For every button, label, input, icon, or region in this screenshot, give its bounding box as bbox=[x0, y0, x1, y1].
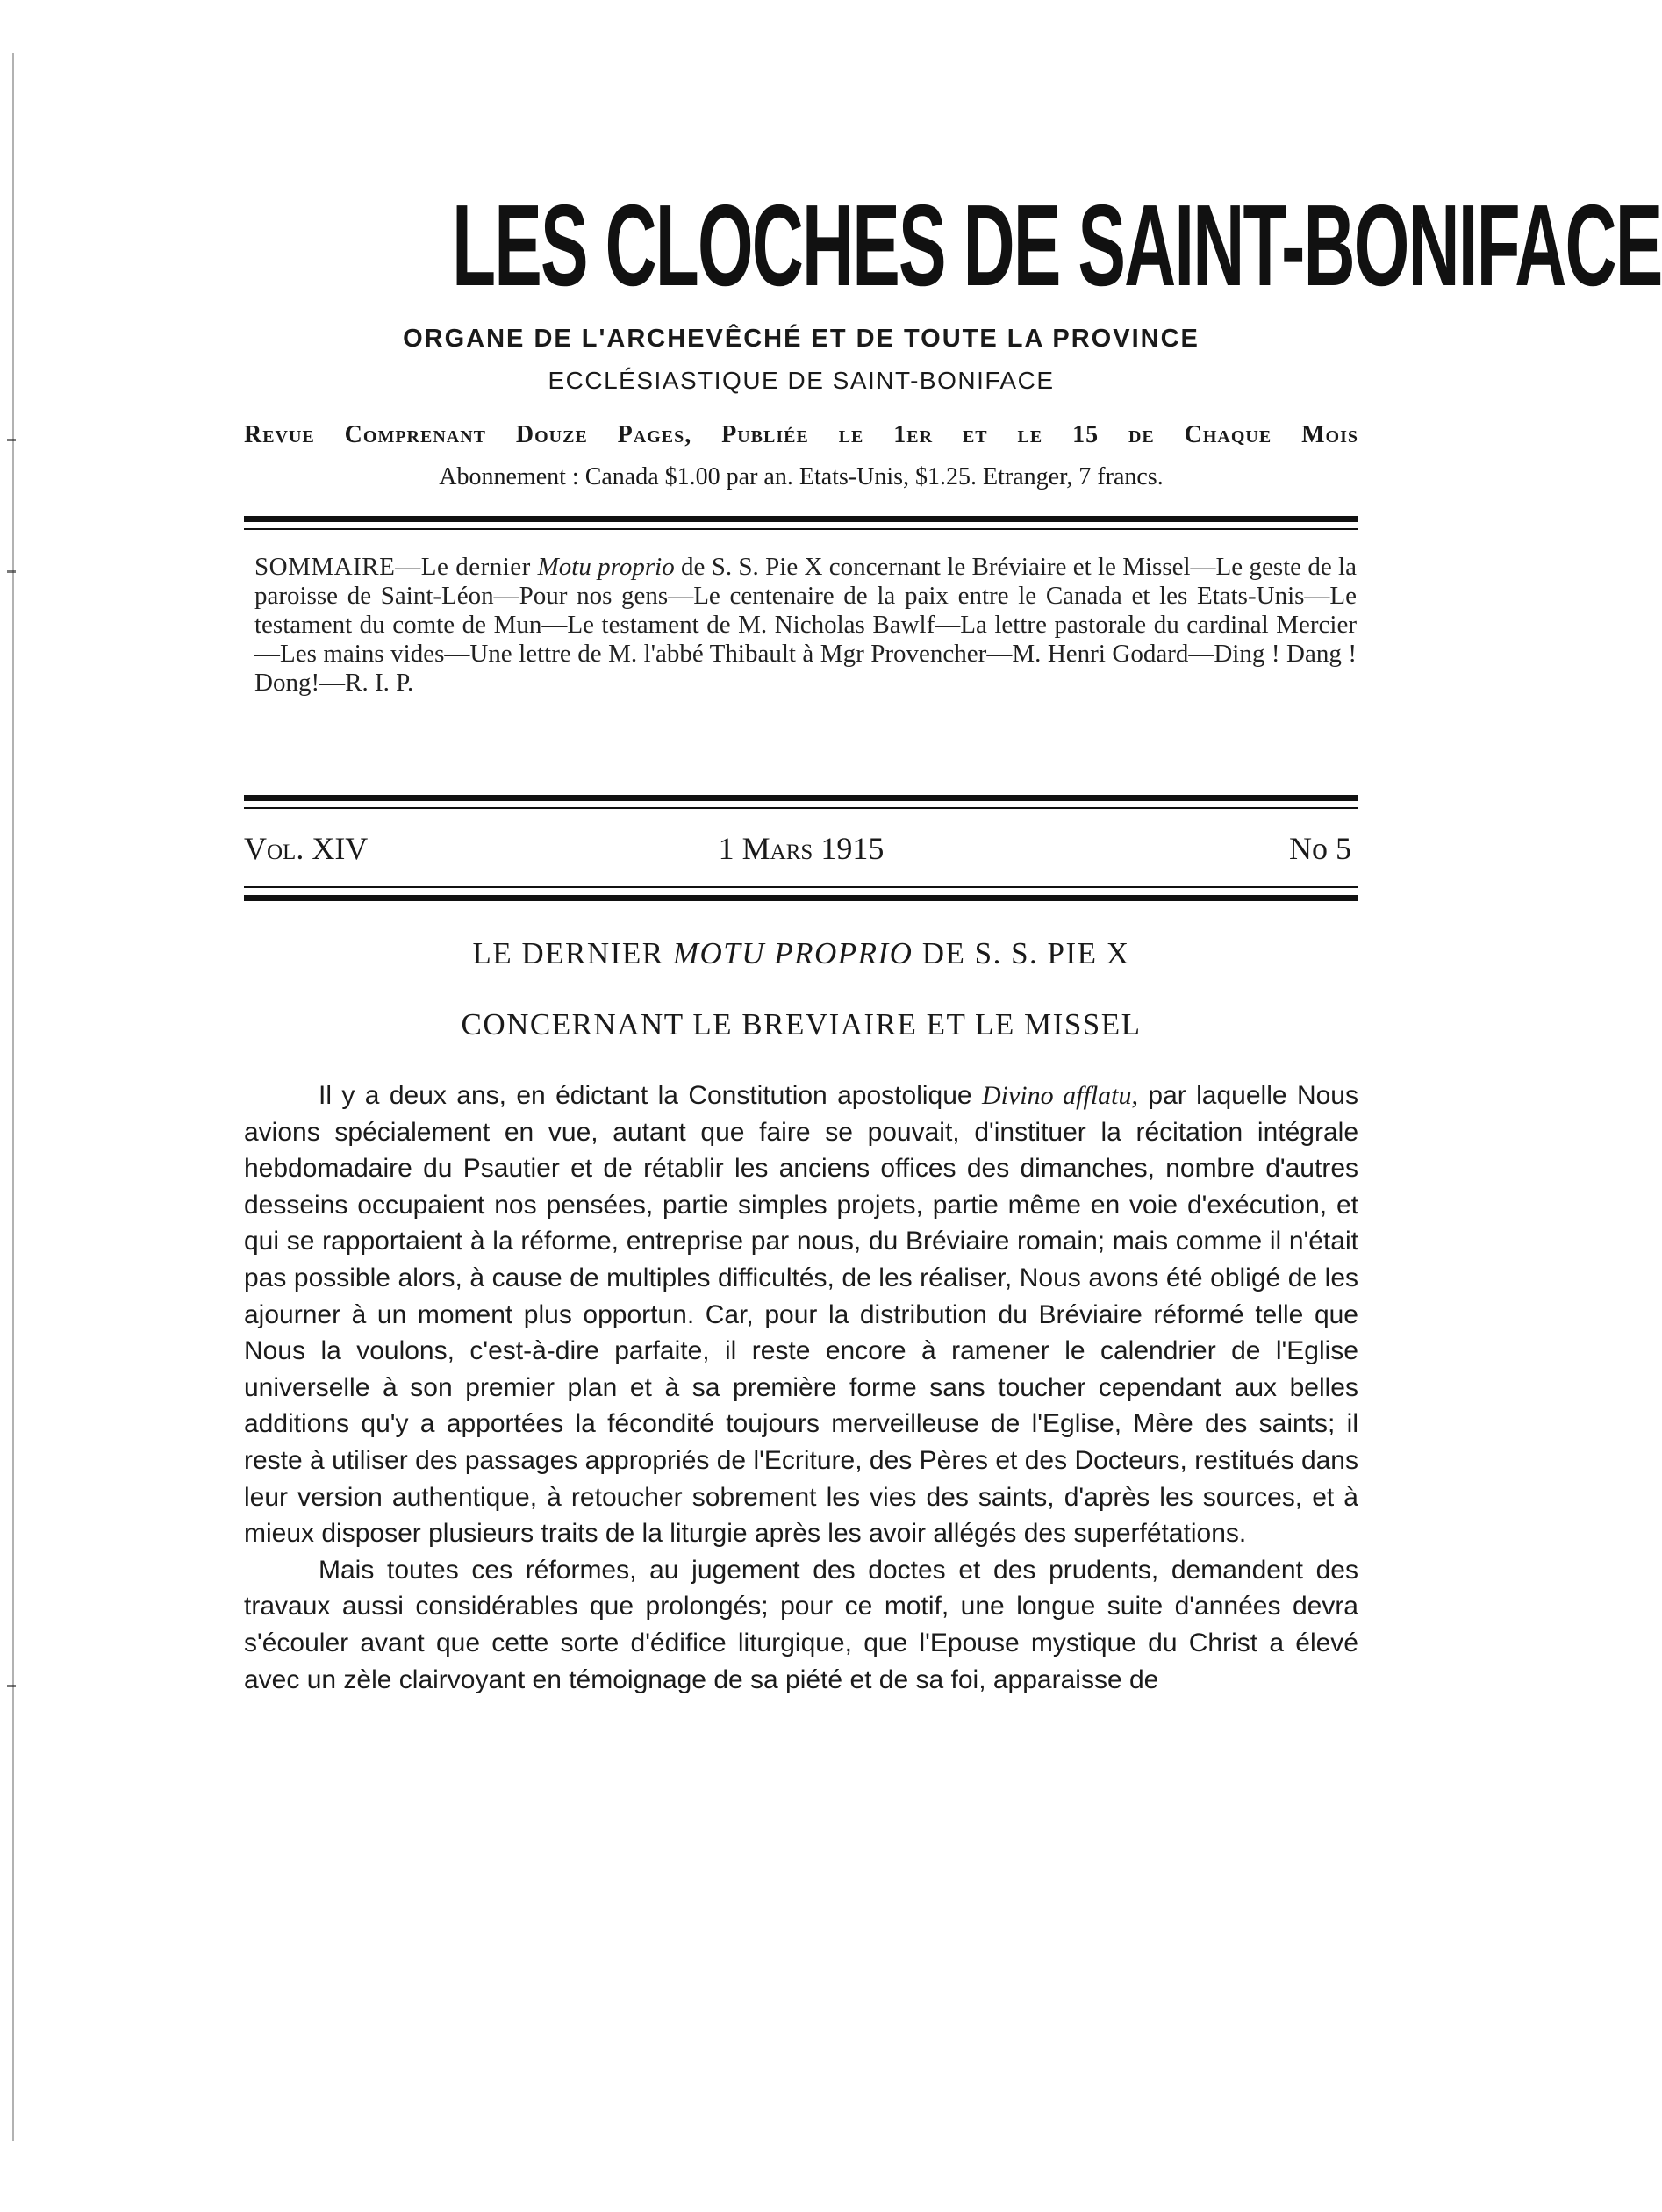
article-title-pre: LE DERNIER bbox=[472, 936, 673, 970]
article-title-italic: MOTU PROPRIO bbox=[672, 936, 913, 970]
toc-lead: SOMMAIRE—Le dernier bbox=[254, 553, 538, 581]
masthead-subtitle-line2: ECCLÉSIASTIQUE DE SAINT-BONIFACE bbox=[548, 367, 1055, 394]
publication-info: Revue Comprenant Douze Pages, Publiée le 1er et le 15 de Chaque Mois bbox=[244, 421, 1358, 448]
margin-mark bbox=[7, 439, 16, 441]
margin-mark bbox=[7, 1685, 16, 1687]
issue-date: 1 Mars 1915 bbox=[718, 831, 885, 866]
subscription-info: Abonnement : Canada $1.00 par an. Etats-Unis, $1.25. Etranger, 7 francs. bbox=[439, 463, 1164, 490]
paragraph bbox=[244, 1077, 1358, 1552]
paragraph-italic: Divino afflatu, bbox=[981, 1081, 1139, 1110]
divider bbox=[244, 795, 1358, 801]
paragraph-text: par laquelle Nous avions spécialement en vue, autant que faire se pouvait, d'instituer la récitation intégrale hebdomadaire du Psautier et de rétablir les anciens offices des dimanches, nombre d'autres desseins occupaient nos pensées, partie simples projets, partie même en voie d'exécution, et qui se rapportaient à la réforme, entreprise par nous, du Bréviaire romain; mais comme il n'était pas possible alors, à cause de multiples difficultés, de les réaliser, Nous avons été obligé de les ajourner à un moment plus opportun. Car, pour la distribution du Bréviaire réformé telle que Nous la voulons, c'est-à-dire parfaite, il reste encore à ramener le calendrier de l'Eglise universelle à son premier plan et à sa première forme sans toucher cependant aux belles additions qu'y a apportées la fécondité toujours merveilleuse de l'Eglise, Mère des saints; il reste à utiliser des passages appropriés de l'Ecriture, des Pères et des Docteurs, restitués dans leur version authentique, à retoucher sobrement les vies des saints, d'après les sources, et à mieux disposer plusieurs traits de la liturgie après les avoir allégés des superfétations. bbox=[244, 1081, 1358, 1549]
table-of-contents bbox=[254, 553, 1357, 698]
divider bbox=[244, 895, 1358, 901]
divider bbox=[244, 516, 1358, 522]
paragraph-text: Mais toutes ces réformes, au jugement des doctes et des prudents, demandent des travaux aussi considérables que prolongés; pour ce motif, une longue suite d'années devra s'écouler avant que cette sorte d'édifice liturgique, que l'Epouse mystique du Christ a élevé avec un zèle clairvoyant en témoignage de sa piété et de sa foi, apparaisse de bbox=[244, 1555, 1358, 1694]
article-title bbox=[244, 934, 1358, 973]
article-title-post: DE S. S. PIE X bbox=[913, 936, 1130, 970]
toc-lead-italic: Motu proprio bbox=[537, 553, 675, 581]
article-body bbox=[244, 1077, 1358, 1698]
margin-mark bbox=[12, 53, 14, 2141]
volume-number: Vol. XIV bbox=[244, 831, 369, 866]
masthead-subtitle-line1: ORGANE DE L'ARCHEVÊCHÉ ET DE TOUTE LA PROVINCE bbox=[403, 325, 1200, 353]
divider bbox=[244, 807, 1358, 809]
article-subtitle: CONCERNANT LE BREVIAIRE ET LE MISSEL bbox=[461, 1007, 1142, 1042]
divider bbox=[244, 886, 1358, 888]
paragraph-text: Il y a deux ans, en édictant la Constitution apostolique bbox=[319, 1081, 982, 1110]
margin-mark bbox=[7, 570, 16, 573]
paragraph bbox=[244, 1552, 1358, 1698]
masthead-title: LES CLOCHES DE SAINT-BONIFACE bbox=[452, 181, 1662, 310]
toc-text: de S. S. Pie X concernant le Bréviaire et le Missel—Le geste de la paroisse de Saint-Léon—Pour nos gens—Le centenaire de la paix entre le Canada et les Etats-Unis—Le testament du comte de Mun—Le testament de M. Nicholas Bawlf—La lettre pastorale du cardinal Mercier—Les mains vides—Une lettre de M. l'abbé Thibault à Mgr Provencher—M. Henri Godard—Ding ! Dang ! Dong!—R. I. P. bbox=[254, 553, 1357, 697]
issue-number: No 5 bbox=[1289, 831, 1351, 866]
divider bbox=[244, 528, 1358, 530]
